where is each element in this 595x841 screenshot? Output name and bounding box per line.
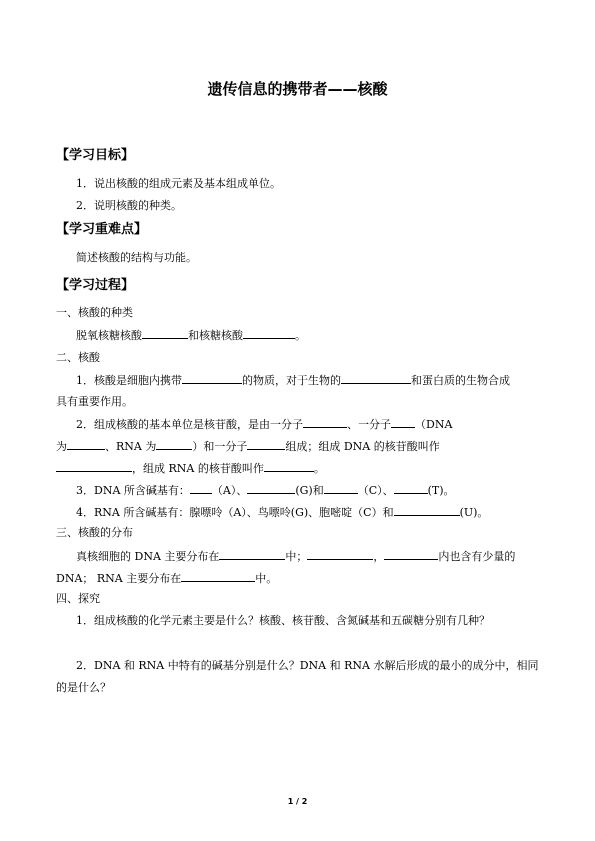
objective-item: 2．说明核酸的种类。 <box>76 199 182 212</box>
page-title: 遗传信息的携带者——核酸 <box>207 80 388 98</box>
part2-q4-line: 4．RNA 所含碱基有：腺嘌呤（A）、鸟嘌呤(G)、胞嘧啶（C）和 (U)。 <box>76 506 489 519</box>
part3-heading: 三、核酸的分布 <box>56 526 133 539</box>
fill-blank[interactable] <box>243 327 295 339</box>
fill-blank[interactable] <box>156 438 192 450</box>
fill-blank[interactable] <box>391 416 415 428</box>
fill-blank[interactable] <box>394 482 428 494</box>
section-heading-key-points: 【学习重难点】 <box>56 222 148 237</box>
part1-line: 脱氧核糖核酸 和核糖核酸 。 <box>76 329 306 342</box>
key-points-text: 简述核酸的结构与功能。 <box>76 251 197 264</box>
part2-heading: 二、核酸 <box>56 351 100 364</box>
part2-q2-line: ，组成 RNA 的核苷酸叫作 。 <box>56 460 325 477</box>
fill-blank[interactable] <box>303 416 347 428</box>
fill-blank[interactable] <box>182 372 242 384</box>
fill-blank[interactable] <box>394 504 460 516</box>
part2-q1-line: 1．核酸是细胞内携带 的物质，对于生物的 和蛋白质的生物合成 <box>76 374 510 387</box>
part2-q3-line: 3．DNA 所含碱基有： （A）、 (G)和 （C）、 (T)。 <box>76 484 455 497</box>
part1-heading: 一、核酸的种类 <box>56 306 133 319</box>
section-heading-objectives: 【学习目标】 <box>56 148 135 163</box>
fill-blank[interactable] <box>384 548 438 560</box>
fill-blank[interactable] <box>181 570 255 582</box>
part2-q2-line: 为 、RNA 为 ）和一分子 组成；组成 DNA 的核苷酸叫作 <box>56 440 440 453</box>
fill-blank[interactable] <box>247 438 285 450</box>
fill-blank[interactable] <box>142 327 188 339</box>
fill-blank[interactable] <box>247 482 295 494</box>
part4-heading: 四、探究 <box>56 592 100 605</box>
part2-q2-line: 2．组成核酸的基本单位是核苷酸，是由一分子 、一分子 （DNA <box>76 418 453 431</box>
objective-item: 1．说出核酸的组成元素及基本组成单位。 <box>76 177 281 190</box>
part2-q1-line: 具有重要作用。 <box>56 395 133 408</box>
fill-blank[interactable] <box>67 438 105 450</box>
fill-blank[interactable] <box>341 372 411 384</box>
fill-blank[interactable] <box>56 460 132 472</box>
fill-blank[interactable] <box>264 460 314 472</box>
fill-blank[interactable] <box>219 548 285 560</box>
part3-line: DNA； RNA 主要分布在 中。 <box>56 572 278 585</box>
part4-question: 的是什么？ <box>56 681 111 694</box>
section-heading-process: 【学习过程】 <box>56 278 135 293</box>
fill-blank[interactable] <box>190 482 212 494</box>
part4-question: 1．组成核酸的化学元素主要是什么？核酸、核苷酸、含氮碱基和五碳糖分别有几种？ <box>76 614 490 627</box>
part4-question: 2．DNA 和 RNA 中特有的碱基分别是什么？DNA 和 RNA 水解后形成的最小的成分中，相同 <box>76 659 539 672</box>
part3-line: 真核细胞的 DNA 主要分布在 中； ， 内也含有少量的 <box>76 550 516 563</box>
fill-blank[interactable] <box>307 548 373 560</box>
page-number: 1 / 2 <box>287 797 308 806</box>
fill-blank[interactable] <box>324 482 358 494</box>
